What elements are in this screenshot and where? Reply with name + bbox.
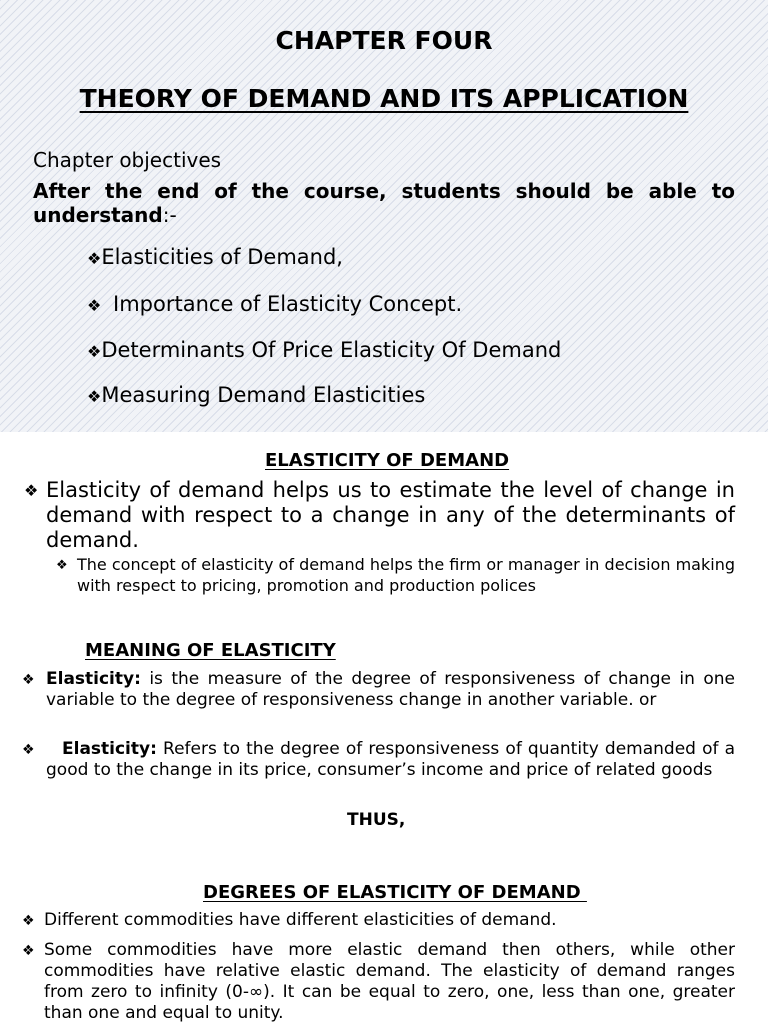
objective-item bbox=[87, 245, 343, 269]
bullet-text: Elasticity of demand helps us to estimate the level of change in demand with respect to a change in any of the determinants of demand. bbox=[46, 478, 735, 552]
objectives-label: Chapter objectives bbox=[33, 148, 222, 172]
bullet-item bbox=[24, 478, 735, 553]
objectives-intro-tail: :- bbox=[162, 203, 177, 227]
diamond-bullet-icon: ❖ bbox=[22, 742, 35, 758]
definition-body: Refers to the degree of responsiveness of quantity demanded of a good to the change in its price, consumer’s income and price of related goods bbox=[46, 739, 735, 780]
objective-item bbox=[87, 383, 425, 407]
chapter-title: THEORY OF DEMAND AND ITS APPLICATION bbox=[79, 84, 689, 113]
thus-label: THUS, bbox=[347, 810, 406, 830]
diamond-bullet-icon: ❖ bbox=[87, 387, 102, 406]
degree-item bbox=[22, 910, 735, 931]
degree-text: Some commodities have more elastic demand then others, while other commodities have relative elastic demand. The elasticity of demand ranges from zero to infinity (0-∞). It can be equal to zero, one, less than one, greater than one and equal to unity. bbox=[44, 940, 735, 1023]
chapter-heading: CHAPTER FOUR bbox=[275, 26, 493, 55]
objective-text: Measuring Demand Elasticities bbox=[101, 383, 426, 407]
slide-elasticity bbox=[0, 432, 768, 1024]
diamond-bullet-icon: ❖ bbox=[87, 249, 102, 268]
sub-bullet-text: The concept of elasticity of demand helps the firm or manager in decision making with respect to pricing, promotion and production polices bbox=[77, 555, 735, 595]
definition-item bbox=[22, 739, 735, 781]
diamond-bullet-icon: ❖ bbox=[56, 558, 68, 573]
objective-text: Elasticities of Demand, bbox=[101, 245, 343, 269]
diamond-bullet-icon: ❖ bbox=[22, 943, 35, 959]
objective-text: Importance of Elasticity Concept. bbox=[106, 292, 463, 316]
sub-bullet-item bbox=[56, 554, 735, 596]
definition-text bbox=[46, 669, 735, 711]
section-heading-degrees-of-elasticity: DEGREES OF ELASTICITY OF DEMAND bbox=[203, 882, 587, 903]
slide-chapter-intro bbox=[0, 0, 768, 432]
definition-text bbox=[46, 739, 735, 781]
definition-term: Elasticity: bbox=[62, 739, 157, 759]
objective-item bbox=[87, 338, 561, 362]
objectives-intro-bold: After the end of the course, students should be able to understand bbox=[33, 179, 735, 227]
definition-item bbox=[22, 669, 735, 711]
diamond-bullet-icon: ❖ bbox=[22, 913, 35, 929]
definition-body: is the measure of the degree of responsiveness of change in one variable to the degree of responsiveness change in another variable. or bbox=[46, 669, 735, 710]
objective-item bbox=[87, 292, 462, 316]
objectives-intro bbox=[33, 179, 735, 227]
section-heading-meaning-of-elasticity: MEANING OF ELASTICITY bbox=[85, 640, 336, 661]
degree-text: Different commodities have different elasticities of demand. bbox=[44, 910, 557, 930]
section-heading-elasticity-of-demand: ELASTICITY OF DEMAND bbox=[265, 450, 510, 471]
diamond-bullet-icon: ❖ bbox=[87, 296, 102, 315]
degree-item bbox=[22, 940, 735, 1024]
diamond-bullet-icon: ❖ bbox=[22, 672, 35, 688]
diamond-bullet-icon: ❖ bbox=[87, 342, 102, 361]
diamond-bullet-icon: ❖ bbox=[24, 481, 39, 500]
objective-text: Determinants Of Price Elasticity Of Demand bbox=[101, 338, 562, 362]
definition-term: Elasticity: bbox=[46, 669, 141, 689]
